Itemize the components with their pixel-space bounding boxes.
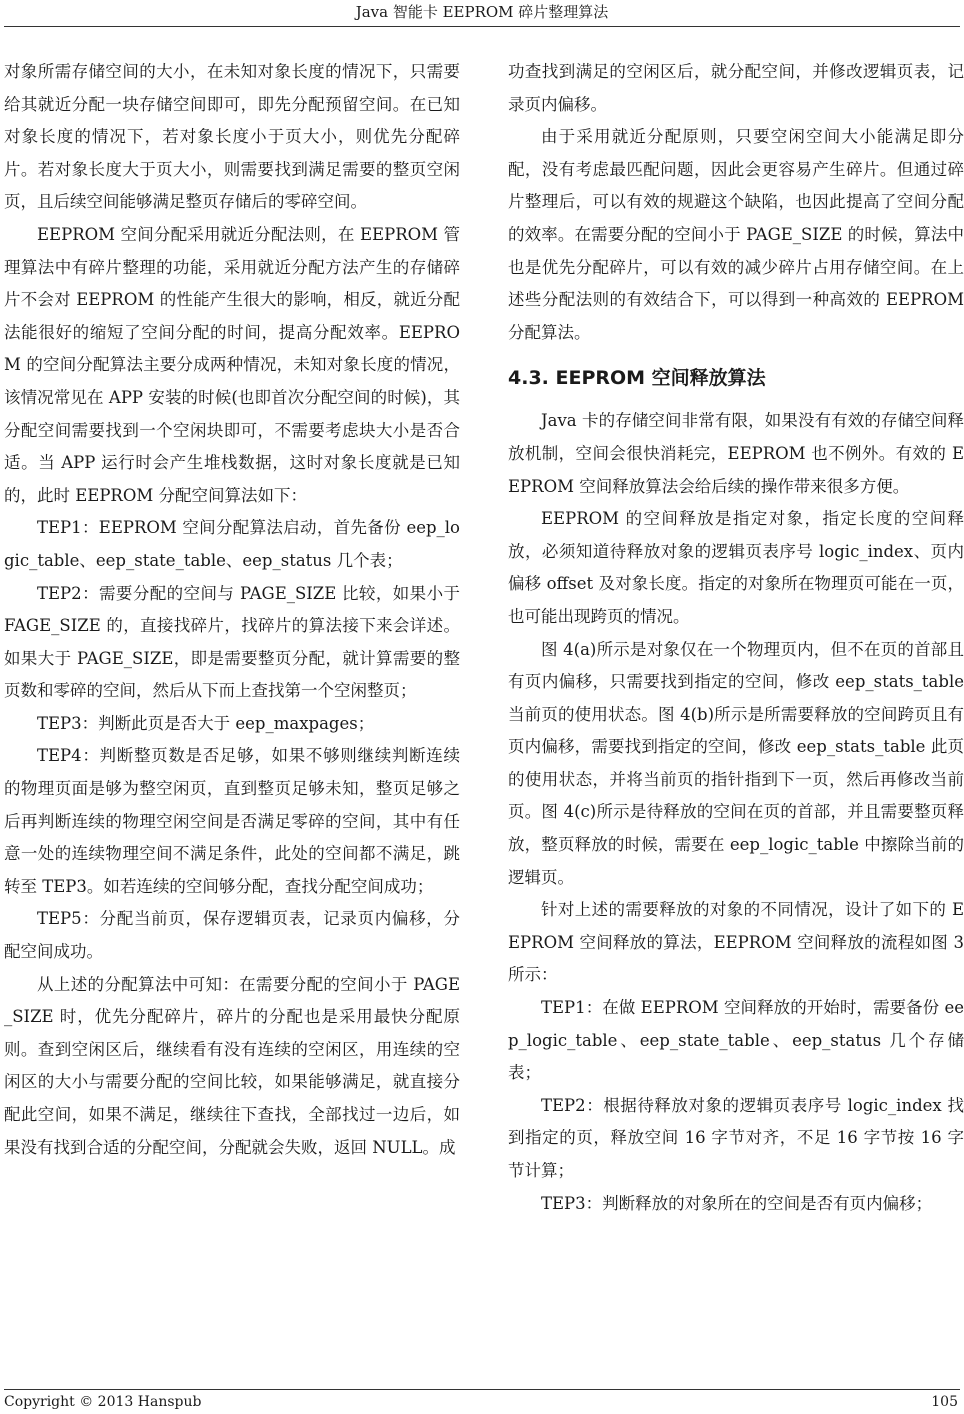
paragraph: Java 卡的存储空间非常有限，如果没有有效的存储空间释放机制，空间会很快消耗完，EEPROM 也不例外。有效的 EEPROM 空间释放算法会给后续的操作带来很多方便。 — [508, 411, 964, 496]
page-number: 105 — [931, 1394, 958, 1410]
paragraph: EEPROM 的空间释放是指定对象，指定长度的空间释放，必须知道待释放对象的逻辑页表序号 logic_index、页内偏移 offset 及对象长度。指定的对象所在物理页可能在一页，也可能出现跨页的情况。 — [508, 509, 964, 626]
paragraph: TEP1：在做 EEPROM 空间释放的开始时，需要备份 eep_logic_table、eep_state_table、eep_status 几个存储表； — [508, 998, 964, 1083]
paragraph: TEP4：判断整页数是否足够，如果不够则继续判断连续的物理页面是够为整空闲页，直到整页足够未知，整页足够之后再判断连续的物理空闲空间是否满足零碎的空间，其中有任意一处的连续物理空间不满足条件，此处的空间都不满足，跳转至 TEP3。如若连续的空间够分配，查找分配空间成功； — [4, 746, 460, 896]
paragraph: TEP2：根据待释放对象的逻辑页表序号 logic_index 找到指定的页，释放空间 16 字节对齐，不足 16 字节按 16 字节计算； — [508, 1095, 964, 1180]
paragraph: TEP3：判断此页是否大于 eep_maxpages； — [37, 713, 375, 733]
paragraph: 由于采用就近分配原则，只要空闲空间大小能满足即分配，没有考虑最匹配问题，因此会更容易产生碎片。但通过碎片整理后，可以有效的规避这个缺陷，也因此提高了空间分配的效率。在需要分配的空间小于 PAGE_SIZE 的时候，算法中也是优先分配碎片，可以有效的减少碎片占用存储空间。在上述些分配法则的有效结合下，可以得到一种高效的 EEPROM 分配算法。 — [508, 127, 964, 342]
left-column — [4, 56, 460, 1164]
paragraph: TEP2：需要分配的空间与 PAGE_SIZE 比较，如果小于 FAGE_SIZE 的，直接找碎片，找碎片的算法接下来会详述。如果大于 PAGE_SIZE，即是需要整页分配，就计算需要的整页数和零碎的空间，然后从下而上查找第一个空闲整页； — [4, 583, 460, 701]
paragraph: TEP5：分配当前页，保存逻辑页表，记录页内偏移，分配空间成功。 — [4, 909, 460, 962]
paragraph: 功查找到满足的空闲区后，就分配空间，并修改逻辑页表，记录页内偏移。 — [508, 62, 964, 114]
paragraph: EEPROM 空间分配采用就近分配法则，在 EEPROM 管理算法中有碎片整理的功能，采用就近分配方法产生的存储碎片不会对 EEPROM 的性能产生很大的影响，相反，就近分配法能很好的缩短了空间分配的时间，提高分配效率。EEPROM 的空间分配算法主要分成两种情况，未知对象长度的情况，该情况常见在 APP 安装的时候(也即首次分配空间的时候)，其分配空间需要找到一个空闲块即可，不需要考虑块大小是否合适。当 APP 运行时会产生堆栈数据，这时对象长度就是已知的，此时 EEPROM 分配空间算法如下： — [4, 224, 460, 505]
copyright-notice: Copyright © 2013 Hanspub — [4, 1394, 202, 1410]
paragraph: 对象所需存储空间的大小，在未知对象长度的情况下，只需要给其就近分配一块存储空间即可，即先分配预留空间。在已知对象长度的情况下，若对象长度小于页大小，则优先分配碎片。若对象长度大于页大小，则需要找到满足需要的整页空闲页，且后续空间能够满足整页存储后的零碎空间。 — [4, 62, 460, 212]
section-heading: 4.3. EEPROM 空间释放算法 — [508, 367, 766, 390]
footer-rule — [4, 1389, 960, 1390]
header-rule — [4, 26, 960, 27]
paragraph: 图 4(a)所示是对象仅在一个物理页内，但不在页的首部且有页内偏移，只需要找到指定的空间，修改 eep_stats_table 当前页的使用状态。图 4(b)所示是所需要释放的空间跨页且有页内偏移，需要找到指定的空间，修改 eep_stats_table 此页的使用状态，并将当前页的指针指到下一页，然后再修改当前页。图 4(c)所示是待释放的空间在页的首部，并且需要整页释放，整页释放的时候，需要在 eep_logic_table 中擦除当前的逻辑页。 — [508, 639, 964, 887]
paragraph: 针对上述的需要释放的对象的不同情况，设计了如下的 EEPROM 空间释放的算法，EEPROM 空间释放的流程如图 3 所示： — [508, 900, 964, 985]
running-head: Java 智能卡 EEPROM 碎片整理算法 — [355, 3, 609, 21]
right-column — [508, 56, 964, 1220]
paragraph: TEP1：EEPROM 空间分配算法启动，首先备份 eep_logic_table、eep_state_table、eep_status 几个表； — [4, 518, 460, 570]
paragraph: TEP3：判断释放的对象所在的空间是否有页内偏移； — [541, 1193, 933, 1213]
paragraph: 从上述的分配算法中可知：在需要分配的空间小于 PAGE_SIZE 时，优先分配碎片，碎片的分配也是采用最快分配原则。查到空闲区后，继续看有没有连续的空闲区，用连续的空闲区的大小与需要分配的空间比较，如果能够满足，就直接分配此空间，如果不满足，继续往下查找，全部找过一边后，如果没有找到合适的分配空间，分配就会失败，返回 NULL。成 — [4, 974, 460, 1157]
